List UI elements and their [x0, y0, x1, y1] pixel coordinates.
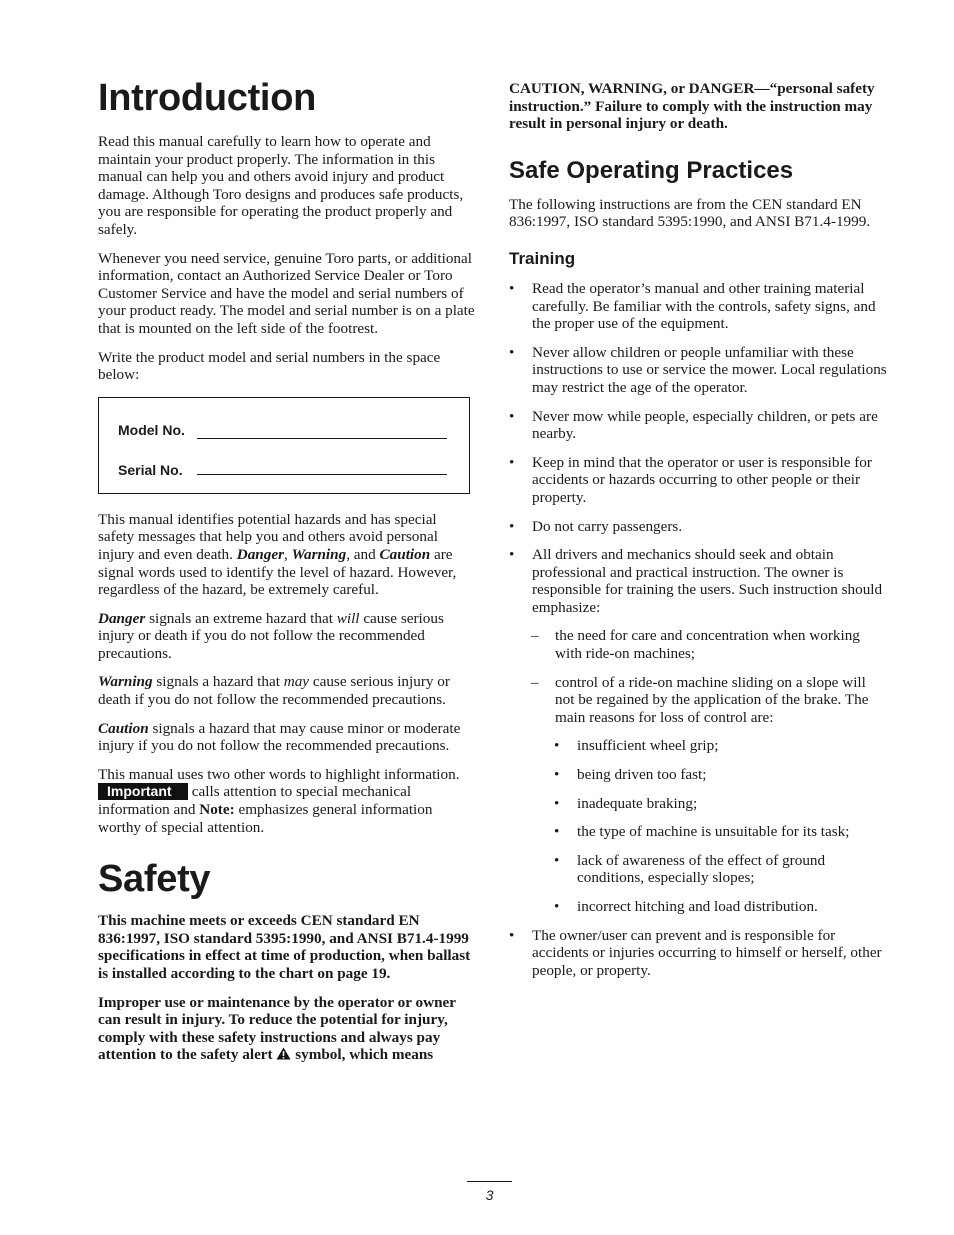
intro-paragraph-2: Whenever you need service, genuine Toro parts, or additional information, contact an Authorized Service Dealer or Toro Customer Service and have the model and serial numbers of your product ready. The model and serial number is on a plate that is mounted on the left side of the footrest.: [98, 249, 475, 337]
sub-sub-list-item: • inadequate braking;: [554, 794, 698, 812]
training-heading: Training: [509, 248, 576, 268]
list-item: • Never mow while people, especially children, or pets are nearby.: [509, 407, 878, 443]
introduction-heading: Introduction: [98, 77, 317, 119]
signal-words-paragraph: CAUTION, WARNING, or DANGER—“personal safety instruction.” Failure to comply with the instruction may result in personal injury or death.: [509, 80, 875, 133]
sub-sub-list-item: • incorrect hitching and load distribution.: [554, 898, 818, 915]
intro-paragraph-1: Read this manual carefully to learn how to operate and maintain your product properly. The information in this manual can help you and others avoid injury and product damage. Although Toro designs and produces safe products, you are responsible for operating the product properly and safely.: [98, 133, 464, 238]
hazard-paragraph: This manual identifies potential hazards and has special safety messages that help you and others avoid personal injury and even death. Danger, Warning, and Caution are signal words used to identify the level of hazard. However, regardless of the hazard, be extremely careful.: [98, 510, 457, 599]
safety-alert-icon: [276, 1047, 291, 1060]
safety-paragraph-1: This machine meets or exceeds CEN standard EN 836:1997, ISO standard 5395:1990, and ANSI B71.4-1999 specifications in effect at time of production, when ballast is installed according to the chart on page 19.: [98, 912, 471, 982]
sub-sub-list-item: • lack of awareness of the effect of ground conditions, especially slopes;: [554, 851, 826, 887]
danger-definition: Danger signals an extreme hazard that will cause serious injury or death if you do not follow the recommended precautions.: [98, 609, 444, 662]
sub-list-item: – the need for care and concentration when working with ride-on machines;: [531, 627, 860, 663]
highlight-paragraph: This manual uses two other words to highlight information. Important calls attention to special mechanical information and Note: emphasizes general information worthy of special attention.: [98, 765, 460, 836]
safety-heading: Safety: [98, 858, 211, 901]
list-item: • The owner/user can prevent and is responsible for accidents or injuries occurring to himself or herself, other people, or property.: [509, 926, 882, 979]
list-item: • Never allow children or people unfamiliar with these instructions to use or service the mower. Local regulations may restrict the age of the operator.: [509, 343, 887, 396]
page-number: 3: [485, 1187, 494, 1203]
footer-rule: [467, 1181, 512, 1182]
list-item: • Do not carry passengers.: [509, 517, 683, 535]
right-column: [509, 80, 887, 979]
warning-term: Warning: [291, 545, 347, 563]
danger-term: Danger: [236, 545, 285, 563]
list-item: • All drivers and mechanics should seek and obtain professional and practical instruction. The owner is responsible for training the users. Such instruction should emphasize:: [509, 546, 883, 616]
sub-sub-list-item: • insufficient wheel grip;: [554, 737, 719, 755]
safety-paragraph-2: Improper use or maintenance by the operator or owner can result in injury. To reduce the potential for injury, comply with these safety instructions and always pay attention to the safety alert symbol, which means: [98, 993, 456, 1064]
serial-number-label: Serial No.: [118, 461, 183, 478]
training-list: [509, 280, 887, 979]
note-term: Note:: [199, 801, 235, 819]
intro-paragraph-3: Write the product model and serial numbers in the space below:: [98, 348, 441, 384]
sub-sub-list-item: • the type of machine is unsuitable for its task;: [554, 823, 850, 841]
list-item: • Read the operator’s manual and other training material carefully. Be familiar with the controls, safety signs, and the proper use of the equipment.: [509, 279, 876, 333]
caution-definition: Caution signals a hazard that may cause minor or moderate injury if you do not follow the recommended precautions.: [98, 719, 461, 755]
left-column: [98, 76, 476, 1064]
warning-definition: Warning signals a hazard that may cause serious injury or death if you do not follow the recommended precautions.: [98, 673, 450, 709]
important-badge: Important: [98, 783, 188, 800]
list-item: • Keep in mind that the operator or user is responsible for accidents or hazards occurring to other people or their property.: [509, 453, 872, 506]
model-serial-form: [98, 397, 470, 494]
model-number-label: Model No.: [118, 421, 185, 438]
safe-operating-heading: Safe Operating Practices: [509, 156, 794, 184]
model-number-field[interactable]: [197, 422, 447, 439]
caution-term: Caution: [379, 545, 431, 563]
sub-list-item: – control of a ride-on machine sliding on a slope will not be regained by the application of the brake. The main reasons for loss of control are:: [531, 673, 869, 726]
sub-sub-list-item: • being driven too fast;: [554, 766, 707, 784]
safe-operating-intro: The following instructions are from the CEN standard EN 836:1997, ISO standard 5395:1990, and ANSI B71.4-1999.: [509, 195, 871, 231]
serial-number-field[interactable]: [197, 458, 447, 475]
